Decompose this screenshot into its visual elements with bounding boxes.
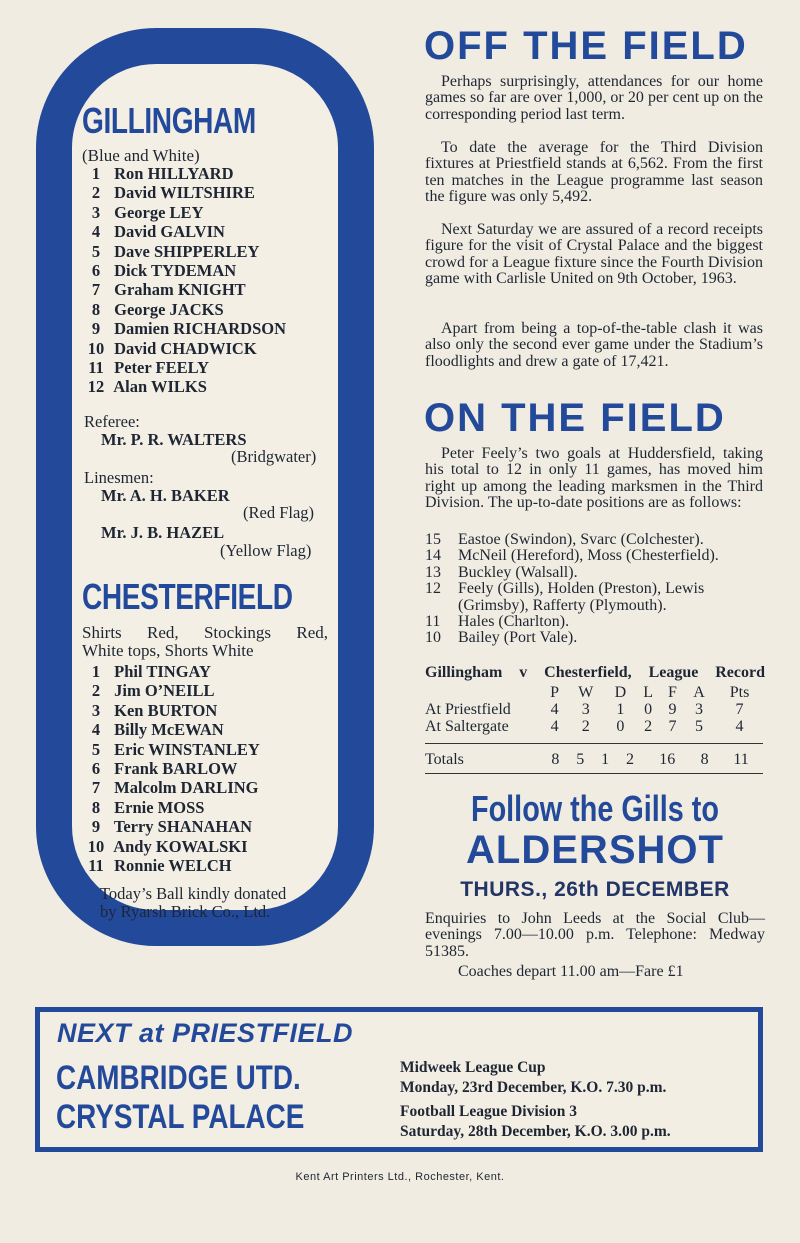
fixture-1-competition: Midweek League Cup: [400, 1059, 546, 1076]
table-divider: [425, 743, 763, 744]
ball-note-line1: Today’s Ball kindly donated: [100, 884, 287, 903]
scorers-list: [425, 532, 765, 647]
off-the-field-heading: OFF THE FIELD: [424, 24, 748, 68]
off-paragraph-4: Apart from being a top-of-the-table clash it was also only the second ever game under the Stadium’s floodlights and drew a gate of 17,421.: [425, 320, 763, 370]
follow-coaches: Coaches depart 11.00 am—Fare £1: [458, 963, 684, 980]
next-at-priestfield-title: NEXT at PRIESTFIELD: [57, 1018, 354, 1048]
list-item: 3 Ken BURTON: [91, 700, 218, 720]
referee-town: (Bridgwater): [231, 447, 317, 466]
list-item: 3 George LEY: [91, 202, 204, 222]
list-item: 11 Peter FEELY: [88, 358, 209, 378]
chesterfield-colours-line1: Shirts Red, Stockings Red,: [82, 623, 328, 642]
table-row: At Priestfield 4 3 1 0 9 3 7: [425, 701, 744, 718]
league-record-heading: Gillingham v Chesterfield, League Record: [425, 664, 765, 681]
referee-name: Mr. P. R. WALTERS: [101, 430, 247, 449]
linesman1-name: Mr. A. H. BAKER: [101, 486, 230, 505]
list-item: 8 George JACKS: [91, 299, 224, 319]
gillingham-lineup: [82, 164, 286, 397]
fixture-team-1: CAMBRIDGE UTD.: [56, 1059, 301, 1097]
fixture-1-when: Monday, 23rd December, K.O. 7.30 p.m.: [400, 1079, 667, 1096]
follow-date: THURS., 26th DECEMBER: [460, 878, 730, 901]
chesterfield-title: CHESTERFIELD: [82, 576, 293, 617]
linesman2-name: Mr. J. B. HAZEL: [101, 523, 225, 542]
list-item: 2 Jim O’NEILL: [91, 681, 215, 701]
chesterfield-colours-line2: White tops, Shorts White: [82, 641, 254, 660]
referee-label: Referee:: [84, 412, 140, 431]
table-row: Totals 8 5 1 2 16 8 11: [425, 751, 749, 768]
list-item: 11 Ronnie WELCH: [88, 856, 232, 876]
linesman2-flag: (Yellow Flag): [220, 541, 312, 560]
list-item: 6 Dick TYDEMAN: [91, 261, 237, 281]
list-item: 9 Damien RICHARDSON: [91, 319, 287, 339]
list-item: 5 Eric WINSTANLEY: [91, 739, 260, 759]
table-row: At Saltergate 4 2 0 2 7 5 4: [425, 718, 744, 735]
league-record-totals: [425, 751, 765, 768]
linesman1-flag: (Red Flag): [243, 503, 315, 522]
table-divider: [425, 773, 763, 774]
ball-note-line2: by Ryarsh Brick Co., Ltd.: [100, 902, 271, 921]
list-item: 10 Bailey (Port Vale).: [425, 629, 578, 647]
linesmen-label: Linesmen:: [84, 468, 154, 487]
table-header-row: P W D L F A Pts: [550, 684, 750, 701]
list-item: 7 Malcolm DARLING: [91, 778, 259, 798]
list-item: 8 Ernie MOSS: [91, 797, 205, 817]
list-item: 2 David WILTSHIRE: [91, 183, 255, 203]
list-item: 11 Hales (Charlton).: [425, 613, 570, 631]
gillingham-colours: (Blue and White): [82, 146, 200, 165]
list-item: 14 McNeil (Hereford), Moss (Chesterfield).: [425, 547, 719, 565]
off-paragraph-2: To date the average for the Third Division fixtures at Priestfield stands at 6,562. From the first ten matches in the League programme last season the figure was only 5,492.: [425, 139, 763, 205]
list-item: 4 Billy McEWAN: [91, 720, 224, 740]
fixture-team-2: CRYSTAL PALACE: [56, 1098, 305, 1136]
list-item: 10 Andy KOWALSKI: [87, 836, 248, 856]
off-paragraph-1: Perhaps surprisingly, attendances for our home games so far are over 1,000, or 20 per cent up on the corresponding period last term.: [425, 73, 763, 123]
fixture-2-when: Saturday, 28th December, K.O. 3.00 p.m.: [400, 1123, 671, 1140]
off-paragraph-3: Next Saturday we are assured of a record receipts figure for the visit of Crystal Palace and the biggest crowd for a League fixture since the Fourth Division game with Carlisle United on 9th October, 1963.: [425, 221, 763, 287]
list-item: 13 Buckley (Walsall).: [425, 563, 578, 581]
list-item: 7 Graham KNIGHT: [91, 280, 246, 300]
league-record-table: [425, 684, 765, 735]
on-intro: Peter Feely’s two goals at Huddersfield, taking his total to 12 in only 11 games, has moved him right up among the leading marksmen in the Third Division. The up-to-date positions are as follows:: [425, 445, 763, 511]
list-item: 12 Alan WILKS: [87, 377, 207, 397]
gillingham-title: GILLINGHAM: [82, 100, 256, 141]
list-item: 1 Ron HILLYARD: [91, 164, 234, 183]
printer-credit: Kent Art Printers Ltd., Rochester, Kent.: [295, 1171, 505, 1183]
list-item: 12 Feely (Gills), Holden (Preston), Lewis (Grimsby), Rafferty (Plymouth).: [425, 580, 705, 614]
list-item: 1 Phil TINGAY: [91, 662, 211, 681]
fixture-2-competition: Football League Division 3: [400, 1103, 577, 1120]
follow-line1: Follow the Gills to: [471, 788, 719, 829]
list-item: 5 Dave SHIPPERLEY: [91, 241, 260, 261]
list-item: 9 Terry SHANAHAN: [91, 817, 253, 837]
on-the-field-heading: ON THE FIELD: [424, 396, 726, 440]
list-item: 10 David CHADWICK: [87, 338, 257, 358]
follow-enquiries: Enquiries to John Leeds at the Social Club—evenings 7.00—10.00 p.m. Telephone: Medway 51385.: [425, 910, 765, 960]
list-item: 6 Frank BARLOW: [91, 759, 238, 779]
chesterfield-lineup: [82, 662, 260, 875]
list-item: 15 Eastoe (Swindon), Svarc (Colchester).: [425, 531, 704, 548]
list-item: 4 David GALVIN: [91, 222, 225, 242]
follow-destination: ALDERSHOT: [466, 828, 724, 872]
